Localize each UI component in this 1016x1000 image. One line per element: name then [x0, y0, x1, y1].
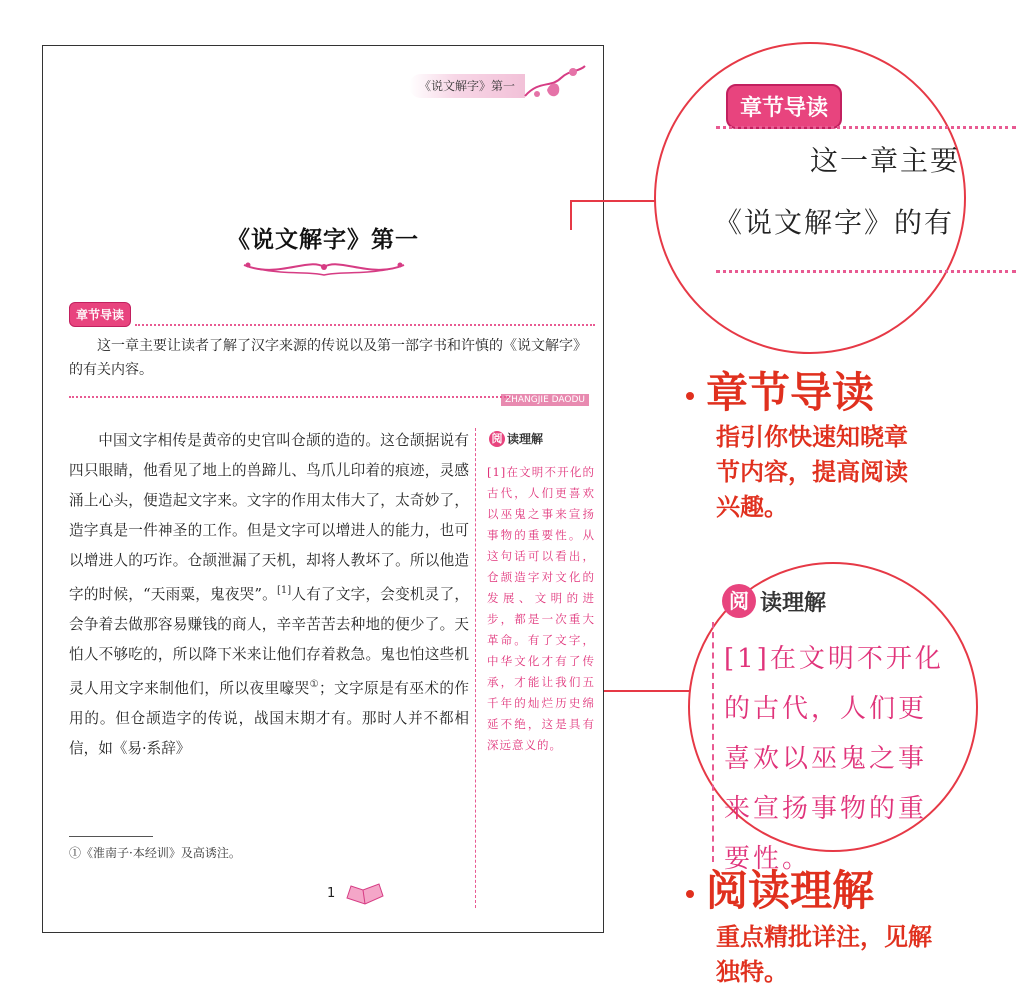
running-head: 《说文解字》第一 [409, 74, 525, 98]
callout-desc-reading: 重点精批详注，见解独特。 [716, 923, 932, 986]
bullet-dot [686, 890, 694, 898]
zoom-dotted-line [716, 126, 1016, 129]
body-text [69, 426, 469, 764]
callout-desc-chapter-guide: 指引你快速知晓章节内容，提高阅读兴趣。 [716, 423, 908, 521]
zoom-reading-header [722, 584, 826, 618]
bullet-dot [686, 392, 694, 400]
footnote: ①《淮南子·本经训》及高诱注。 [69, 846, 241, 860]
footnote-ref: ① [309, 678, 320, 690]
zoom-circle-reading [688, 562, 978, 874]
chapter-intro: 这一章主要让读者了解了汉字来源的传说以及第一部字书和许慎的《说文解字》的有关内容。 [69, 338, 587, 378]
book-page [42, 45, 604, 933]
connector-line [570, 200, 656, 202]
page-number: 1 [327, 886, 336, 901]
dotted-divider [69, 396, 509, 398]
callout-title-chapter-guide [686, 360, 874, 420]
side-divider [475, 428, 476, 908]
body-paragraph: 中国文字相传是黄帝的史官叫仓颉的造的。这仓颉据说有四只眼睛，他看见了地上的兽蹄儿、鸟爪儿印着的痕迹，灵感涌上心头，便造起文字来。文字的作用太伟大了，太奇妙了，造字真是一件神圣的工作。但是文字可以增进人的能力，也可以增进人的巧诈。仓颉泄漏了天机，却将人教坏了。所以他造字的时候，“天雨粟，鬼夜哭”。 [69, 432, 469, 603]
intro-code: ZHANGJIE DAODU [501, 394, 589, 406]
footnote-rule [69, 836, 153, 837]
body-paragraph: ；文字原是有巫术的作用的。但仓颉造字的传说，战国末期才有。那时人并不都相信，如《易·系辞》 [69, 679, 469, 757]
chapter-guide-tag: 章节导读 [69, 302, 131, 327]
flourish-ornament [521, 60, 591, 106]
zoom-reading-badge: 阅 [722, 584, 756, 618]
reading-badge: 阅 [489, 431, 505, 447]
callout-title-reading [686, 858, 874, 918]
dotted-divider [135, 324, 595, 326]
book-icon [343, 878, 387, 908]
zoom-side-divider [712, 622, 714, 862]
zoom-intro-line: 《说文解字》的有 [714, 206, 955, 239]
body-paragraph: 人有了文字，会变机灵了，会争着去做那容易赚钱的商人，辛辛苦苦去种地的便少了。天怕人不够吃的，所以降下米来让他们存着救急。鬼也怕这些机灵人用文字来制他们，所以夜里嚎哭 [69, 585, 469, 697]
reading-note-title: 读理解 [507, 432, 544, 446]
chapter-title: 《说文解字》第一 [227, 226, 419, 253]
note-ref: [1] [277, 585, 292, 596]
zoom-chapter-guide-tag: 章节导读 [726, 84, 842, 129]
reading-note-header [489, 430, 543, 447]
title-flourish-ornament [238, 253, 410, 279]
callout-title-text: 章节导读 [706, 368, 875, 417]
zoom-circle-chapter-guide [654, 42, 966, 354]
callout-title-text: 阅读理解 [706, 866, 875, 915]
connector-line [604, 690, 690, 692]
zoom-dotted-line [716, 270, 1016, 273]
zoom-reading-title: 读理解 [760, 590, 827, 616]
connector-line [570, 200, 572, 230]
reading-note-text: [1]在文明不开化的古代，人们更喜欢以巫鬼之事来宣扬事物的重要性。从这句话可以看出，仓颉造字对文化的发展、文明的进步，都是一次重大革命。有了文字，中华文化才有了传承，才能让我们五千年的灿烂历史绵延不绝，这是具有深远意义的。 [487, 465, 595, 752]
zoom-reading-text: [1]在文明不开化的古代，人们更喜欢以巫鬼之事来宣扬事物的重要性。 [724, 644, 944, 874]
zoom-intro-line: 这一章主要 [810, 144, 961, 177]
